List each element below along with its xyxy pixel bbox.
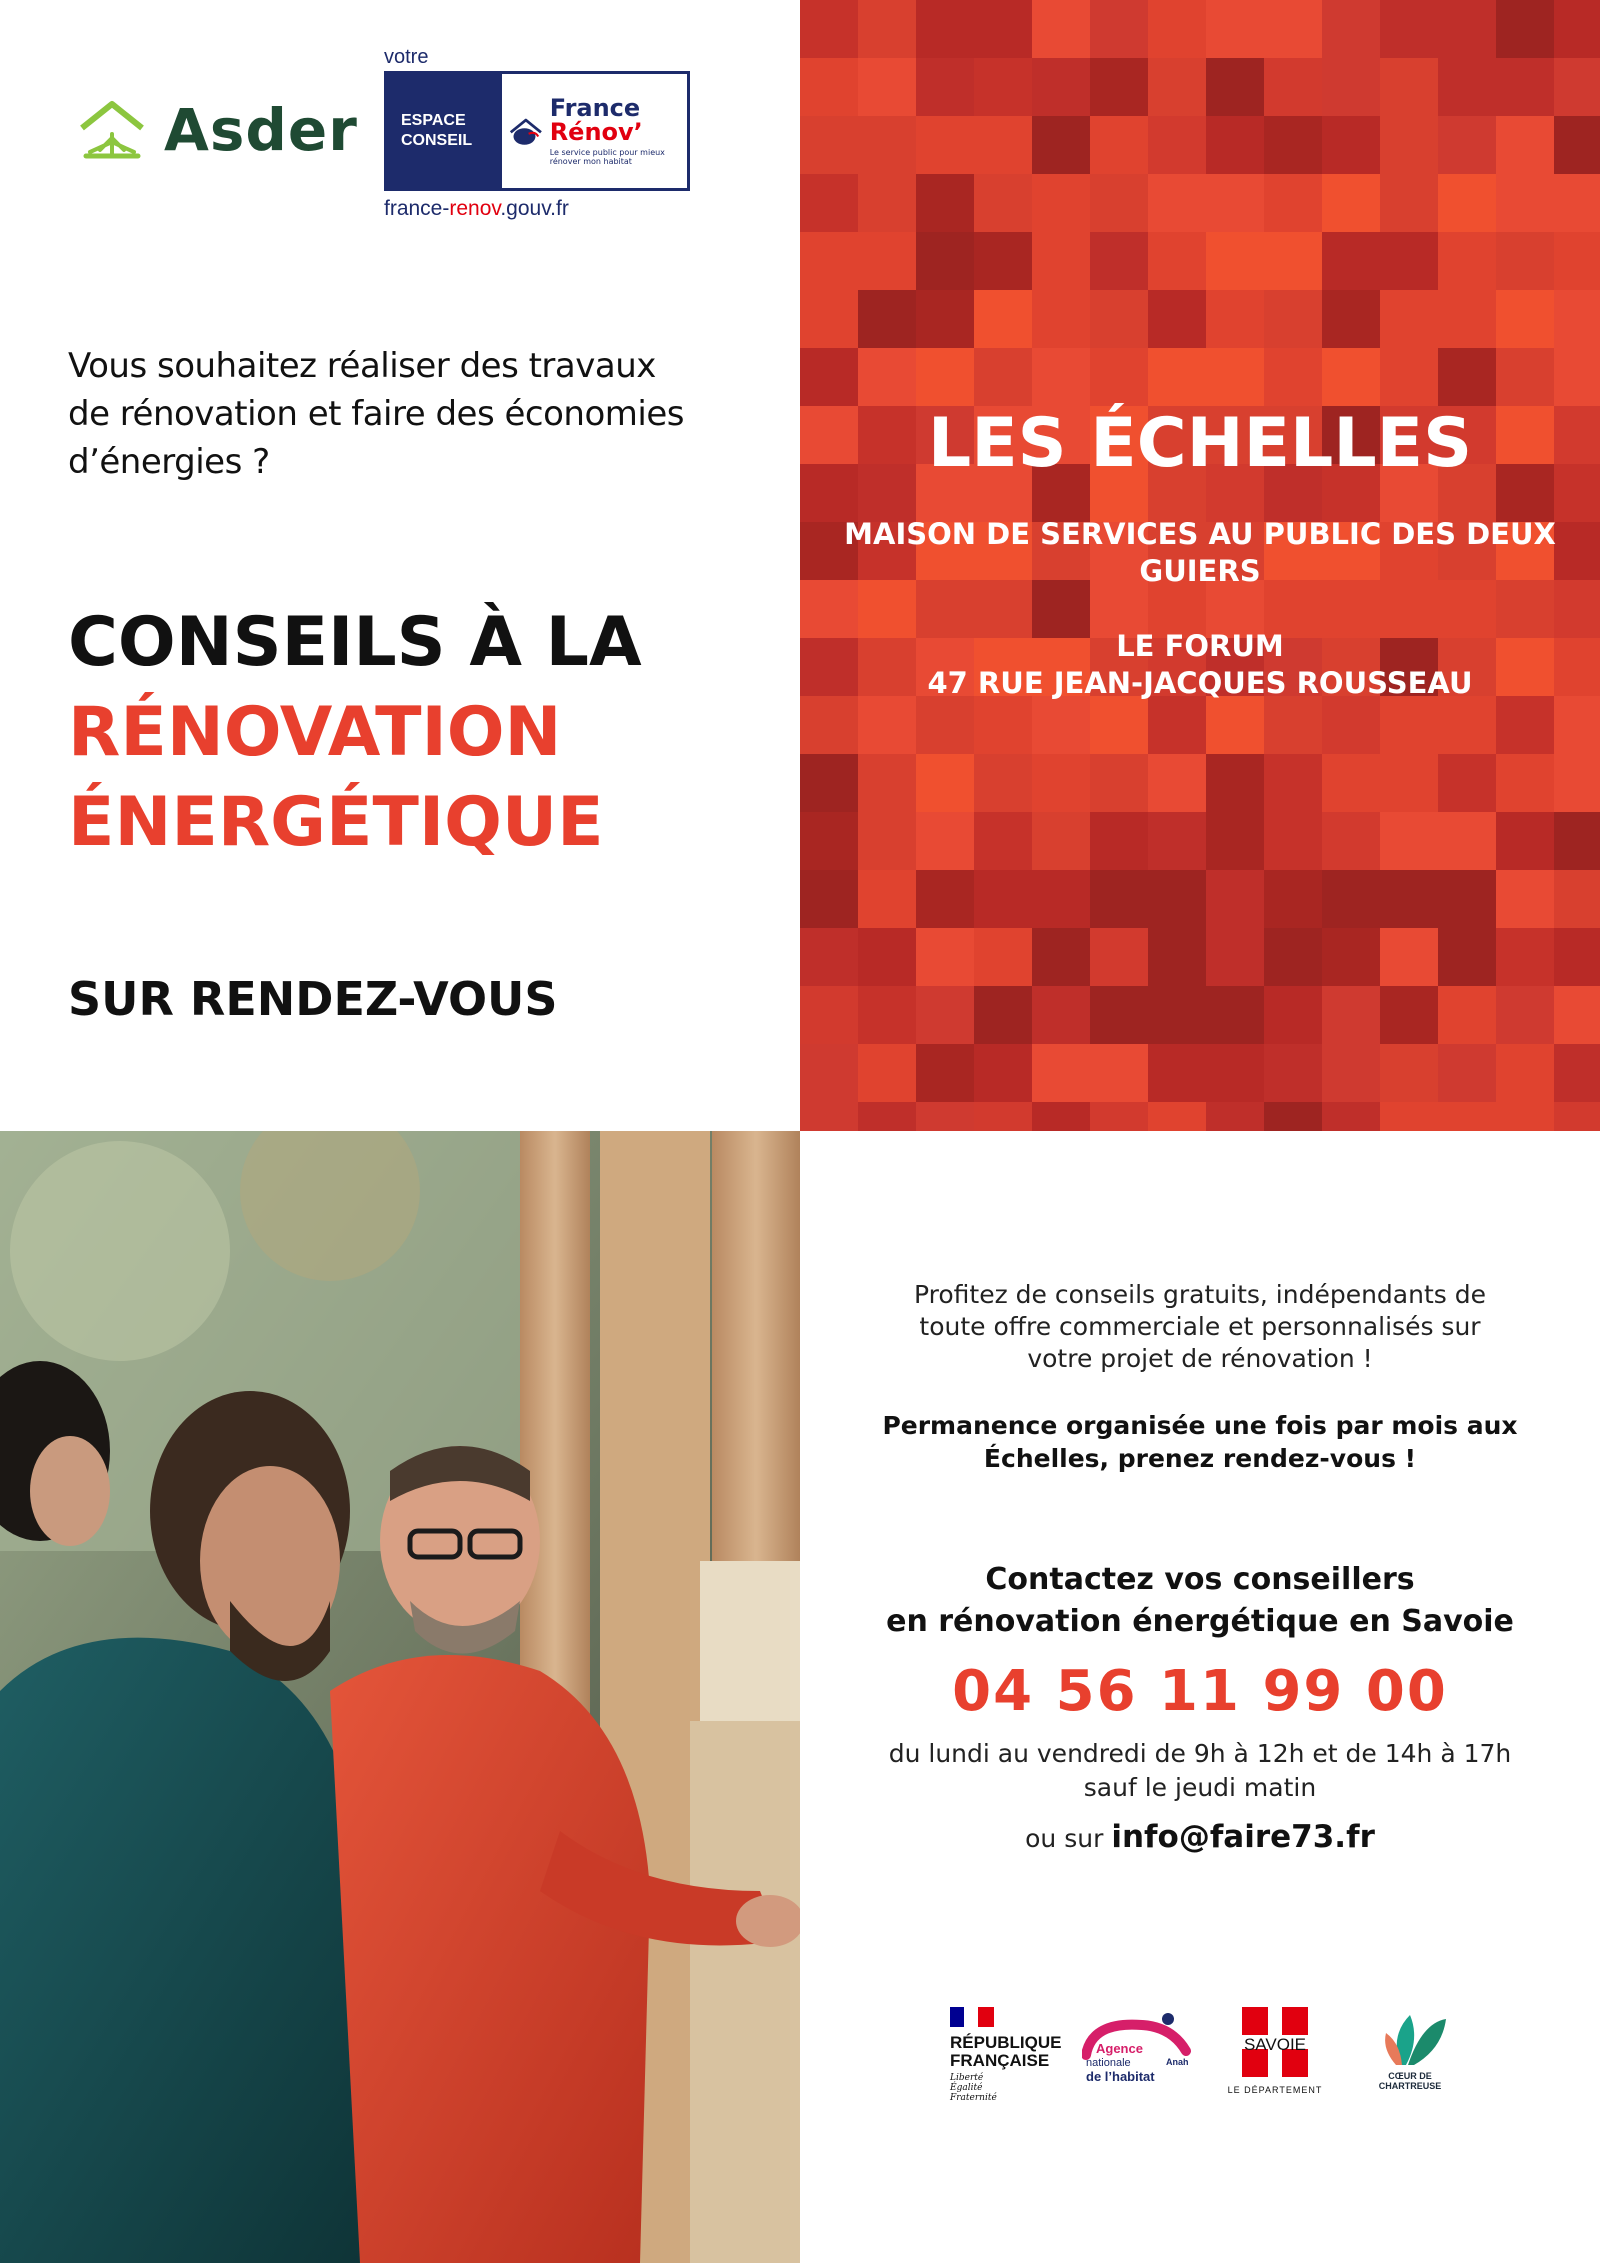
mosaic-tile xyxy=(1148,812,1206,870)
mosaic-tile xyxy=(974,928,1032,986)
mosaic-tile xyxy=(1090,812,1148,870)
mosaic-tile xyxy=(1264,870,1322,928)
mosaic-tile xyxy=(1496,986,1554,1044)
marianne-flag-icon xyxy=(950,2007,994,2027)
asder-wordmark: Asder xyxy=(164,96,358,164)
mosaic-tile xyxy=(1554,986,1600,1044)
mosaic-tile xyxy=(1322,928,1380,986)
mosaic-tile xyxy=(1380,232,1438,290)
mosaic-tile xyxy=(1554,580,1600,638)
mosaic-tile xyxy=(1206,116,1264,174)
appointment-label: SUR RENDEZ-VOUS xyxy=(68,972,558,1026)
mosaic-tile xyxy=(1148,1044,1206,1102)
url-part-3: .gouv.fr xyxy=(500,197,569,220)
mosaic-tile xyxy=(1322,348,1380,406)
mosaic-tile xyxy=(1090,174,1148,232)
mosaic-tile xyxy=(916,1102,974,1131)
savoie-label: SAVOIE xyxy=(1243,2035,1307,2054)
mosaic-tile xyxy=(1554,1102,1600,1131)
anah-abbr: Anah xyxy=(1166,2057,1189,2067)
mosaic-tile xyxy=(974,348,1032,406)
mosaic-tile xyxy=(800,870,858,928)
venue-name xyxy=(840,516,1560,590)
mosaic-tile xyxy=(1206,696,1264,754)
phone-number[interactable]: 04 56 11 99 00 xyxy=(952,1659,1448,1724)
mosaic-tile xyxy=(1438,928,1496,986)
france-renov-box xyxy=(384,71,690,191)
advice-description xyxy=(860,1279,1540,1375)
mosaic-tile xyxy=(1032,928,1090,986)
mosaic-tile xyxy=(1496,812,1554,870)
france-renov-tagline: Le service public pour mieux rénover mon habitat xyxy=(549,148,665,166)
mosaic-tile xyxy=(1206,290,1264,348)
mosaic-tile xyxy=(1438,696,1496,754)
mosaic-tile xyxy=(1264,1044,1322,1102)
savoie-logo xyxy=(1220,2007,1330,2107)
contact-heading xyxy=(840,1559,1560,1643)
mosaic-tile xyxy=(1264,696,1322,754)
mosaic-tile xyxy=(1148,928,1206,986)
headline-line-3: ÉNERGÉTIQUE xyxy=(68,783,604,862)
mosaic-tile xyxy=(800,986,858,1044)
mosaic-tile xyxy=(1264,116,1322,174)
coeur-de-chartreuse-logo xyxy=(1360,2009,1460,2099)
city-title: LES ÉCHELLES xyxy=(927,404,1473,483)
mosaic-tile xyxy=(1090,754,1148,812)
mosaic-tile xyxy=(1496,870,1554,928)
email-prefix: ou sur xyxy=(1025,1824,1104,1853)
mosaic-tile xyxy=(1380,870,1438,928)
mosaic-tile xyxy=(1148,1102,1206,1131)
mosaic-tile xyxy=(1554,696,1600,754)
mosaic-tile xyxy=(800,116,858,174)
venue-forum: LE FORUM xyxy=(1116,629,1284,663)
email-link[interactable]: info@faire73.fr xyxy=(1111,1819,1375,1855)
republique-line-1: RÉPUBLIQUE xyxy=(950,2033,1062,2052)
mosaic-tile xyxy=(1380,928,1438,986)
intro-question xyxy=(68,342,768,486)
mosaic-tile xyxy=(1438,870,1496,928)
mosaic-tile xyxy=(1380,986,1438,1044)
header-panel xyxy=(0,0,800,1131)
mosaic-tile xyxy=(1438,290,1496,348)
permanence-note xyxy=(860,1409,1540,1475)
mosaic-tile xyxy=(1090,870,1148,928)
mosaic-tile xyxy=(1090,0,1148,58)
mosaic-tile xyxy=(1032,116,1090,174)
permanence-line-1: Permanence organisée une fois par mois aux xyxy=(882,1411,1518,1440)
mosaic-tile xyxy=(1380,116,1438,174)
mosaic-tile xyxy=(1032,986,1090,1044)
mosaic-tile xyxy=(1090,986,1148,1044)
mosaic-tile xyxy=(800,696,858,754)
mosaic-tile xyxy=(1032,348,1090,406)
mosaic-tile xyxy=(858,1044,916,1102)
mosaic-tile xyxy=(1090,58,1148,116)
mosaic-tile xyxy=(1438,116,1496,174)
opening-hours xyxy=(840,1737,1560,1805)
asder-logo xyxy=(76,96,358,164)
mosaic-tile xyxy=(1148,986,1206,1044)
advice-line-1: Profitez de conseils gratuits, indépendants de xyxy=(914,1280,1486,1309)
mosaic-tile xyxy=(974,232,1032,290)
mosaic-tile xyxy=(1554,174,1600,232)
mosaic-tile xyxy=(916,870,974,928)
mosaic-tile xyxy=(1206,1044,1264,1102)
headline-line-2: RÉNOVATION xyxy=(68,693,562,772)
mosaic-tile xyxy=(800,928,858,986)
mosaic-tile xyxy=(800,812,858,870)
france-renov-url[interactable] xyxy=(384,197,694,221)
mosaic-tile xyxy=(1264,986,1322,1044)
mosaic-tile xyxy=(858,928,916,986)
mosaic-tile xyxy=(974,174,1032,232)
advice-line-2: toute offre commerciale et personnalisés sur xyxy=(919,1312,1481,1341)
mosaic-tile xyxy=(1438,812,1496,870)
mosaic-tile xyxy=(1206,232,1264,290)
mosaic-tile xyxy=(1496,0,1554,58)
mosaic-tile xyxy=(974,1102,1032,1131)
mosaic-tile xyxy=(1496,696,1554,754)
mosaic-tile xyxy=(1496,1102,1554,1131)
mosaic-tile xyxy=(1554,290,1600,348)
mosaic-tile xyxy=(1322,58,1380,116)
mosaic-tile xyxy=(1322,696,1380,754)
intro-line-3: d’énergies ? xyxy=(68,442,270,482)
mosaic-tile xyxy=(1206,928,1264,986)
motto-liberte: Liberté xyxy=(950,2073,984,2083)
mosaic-tile xyxy=(974,696,1032,754)
mosaic-tile xyxy=(1148,116,1206,174)
mosaic-tile xyxy=(1380,1102,1438,1131)
mosaic-tile xyxy=(858,1102,916,1131)
mosaic-tile xyxy=(1322,986,1380,1044)
mosaic-tile xyxy=(974,0,1032,58)
mosaic-tile xyxy=(1032,232,1090,290)
anah-agence: Agence xyxy=(1096,2041,1143,2056)
advice-line-3: votre projet de rénovation ! xyxy=(1027,1344,1373,1373)
mosaic-tile xyxy=(1264,348,1322,406)
mosaic-tile xyxy=(858,696,916,754)
mosaic-tile xyxy=(916,174,974,232)
mosaic-tile xyxy=(916,232,974,290)
mosaic-tile xyxy=(1090,696,1148,754)
mosaic-tile xyxy=(858,986,916,1044)
mosaic-tile xyxy=(916,754,974,812)
mosaic-tile xyxy=(1438,348,1496,406)
mosaic-tile xyxy=(1264,290,1322,348)
mosaic-tile xyxy=(1206,174,1264,232)
france-renov-house-icon xyxy=(508,109,544,153)
mosaic-tile xyxy=(1206,348,1264,406)
contact-line-1: Contactez vos conseillers xyxy=(985,1562,1415,1597)
mosaic-tile xyxy=(1090,232,1148,290)
mosaic-tile xyxy=(1264,232,1322,290)
mosaic-tile xyxy=(974,812,1032,870)
mosaic-tile xyxy=(1264,928,1322,986)
mosaic-tile xyxy=(1032,1044,1090,1102)
mosaic-tile xyxy=(1032,290,1090,348)
mosaic-tile xyxy=(1322,174,1380,232)
mosaic-tile xyxy=(1438,0,1496,58)
mosaic-tile xyxy=(1322,754,1380,812)
mosaic-tile xyxy=(916,116,974,174)
mosaic-tile xyxy=(1554,58,1600,116)
mosaic-tile xyxy=(1380,58,1438,116)
mosaic-tile xyxy=(800,1044,858,1102)
mosaic-tile xyxy=(1554,0,1600,58)
url-part-1: france- xyxy=(384,197,450,220)
mosaic-tile xyxy=(1322,0,1380,58)
street-address: 47 RUE JEAN-JACQUES ROUSSEAU xyxy=(927,666,1473,700)
mosaic-tile xyxy=(916,0,974,58)
email-contact xyxy=(840,1819,1560,1855)
partner-logos xyxy=(800,2007,1600,2107)
mosaic-tile xyxy=(974,986,1032,1044)
mosaic-tile xyxy=(1032,174,1090,232)
main-headline xyxy=(68,598,642,868)
hours-line-2: sauf le jeudi matin xyxy=(1083,1773,1317,1802)
location-panel xyxy=(800,0,1600,1131)
mosaic-tile xyxy=(1496,1044,1554,1102)
mosaic-tile xyxy=(858,116,916,174)
mosaic-tile xyxy=(1496,58,1554,116)
mosaic-tile xyxy=(858,290,916,348)
intro-line-1: Vous souhaitez réaliser des travaux xyxy=(68,346,656,386)
mosaic-tile xyxy=(1032,754,1090,812)
republique-line-2: FRANÇAISE xyxy=(950,2051,1050,2070)
mosaic-tile xyxy=(916,348,974,406)
advisors-photo xyxy=(0,1131,800,2263)
mosaic-tile xyxy=(858,174,916,232)
mosaic-tile xyxy=(1496,232,1554,290)
mosaic-tile xyxy=(1090,1102,1148,1131)
intro-line-2: de rénovation et faire des économies xyxy=(68,394,684,434)
mosaic-tile xyxy=(974,290,1032,348)
mosaic-tile xyxy=(1496,754,1554,812)
anah-habitat: de l’habitat xyxy=(1086,2069,1155,2084)
mosaic-tile xyxy=(1322,1102,1380,1131)
mosaic-tile xyxy=(1438,1044,1496,1102)
mosaic-tile xyxy=(1380,754,1438,812)
headline-line-1: CONSEILS À LA xyxy=(68,603,642,682)
venue-name-line-1: MAISON DE SERVICES AU PUBLIC DES DEUX xyxy=(844,517,1556,551)
mosaic-tile xyxy=(858,754,916,812)
mosaic-tile xyxy=(858,870,916,928)
chartreuse-label: CŒUR DE CHARTREUSE xyxy=(1378,2071,1442,2091)
mosaic-tile xyxy=(1264,58,1322,116)
mosaic-tile xyxy=(1090,348,1148,406)
mosaic-tile xyxy=(858,58,916,116)
mosaic-tile xyxy=(1148,0,1206,58)
mosaic-tile xyxy=(800,348,858,406)
mosaic-tile xyxy=(1032,812,1090,870)
mosaic-tile xyxy=(1380,348,1438,406)
republique-francaise-logo xyxy=(950,2007,1061,2103)
mosaic-tile xyxy=(1206,58,1264,116)
mosaic-tile xyxy=(1380,0,1438,58)
mosaic-tile xyxy=(1496,928,1554,986)
mosaic-tile xyxy=(1322,116,1380,174)
mosaic-tile xyxy=(1380,812,1438,870)
france-renov-name xyxy=(550,96,687,166)
renov-label: Rénov’ xyxy=(549,118,643,146)
mosaic-tile xyxy=(1380,1044,1438,1102)
mosaic-tile xyxy=(1322,812,1380,870)
mosaic-tile xyxy=(858,812,916,870)
mosaic-tile xyxy=(1148,174,1206,232)
mosaic-tile xyxy=(916,986,974,1044)
mosaic-tile xyxy=(1438,174,1496,232)
mosaic-tile xyxy=(1148,290,1206,348)
mosaic-tile xyxy=(1148,870,1206,928)
conseil-label: CONSEIL xyxy=(401,132,473,149)
mosaic-tile xyxy=(858,232,916,290)
mosaic-tile xyxy=(1206,870,1264,928)
mosaic-tile xyxy=(916,290,974,348)
hours-line-1: du lundi au vendredi de 9h à 12h et de 14h à 17h xyxy=(888,1739,1512,1768)
mosaic-tile xyxy=(1380,174,1438,232)
mosaic-tile xyxy=(1496,174,1554,232)
mosaic-tile xyxy=(1090,290,1148,348)
mosaic-tile xyxy=(1148,696,1206,754)
mosaic-tile xyxy=(800,232,858,290)
anah-logo xyxy=(1082,2011,1192,2101)
mosaic-tile xyxy=(1380,290,1438,348)
mosaic-tile xyxy=(800,1102,858,1131)
mosaic-tile xyxy=(1032,1102,1090,1131)
mosaic-tile xyxy=(916,696,974,754)
mosaic-tile xyxy=(916,58,974,116)
advisors-photo-illustration xyxy=(0,1131,800,2263)
permanence-line-2: Échelles, prenez rendez-vous ! xyxy=(983,1444,1417,1473)
mosaic-tile xyxy=(1438,58,1496,116)
mosaic-tile xyxy=(1554,870,1600,928)
mosaic-tile xyxy=(1206,0,1264,58)
mosaic-tile xyxy=(1090,116,1148,174)
mosaic-tile xyxy=(1148,232,1206,290)
mosaic-tile xyxy=(974,1044,1032,1102)
france-renov-votre: votre xyxy=(384,46,429,68)
venue-address xyxy=(840,628,1560,702)
mosaic-tile xyxy=(1032,0,1090,58)
mosaic-tile xyxy=(1090,1044,1148,1102)
mosaic-tile xyxy=(858,0,916,58)
mosaic-tile xyxy=(1322,290,1380,348)
contact-line-2: en rénovation énergétique en Savoie xyxy=(886,1604,1514,1639)
mosaic-tile xyxy=(1148,348,1206,406)
mosaic-tile xyxy=(916,928,974,986)
mosaic-tile xyxy=(1264,812,1322,870)
mosaic-tile xyxy=(1148,58,1206,116)
mosaic-tile xyxy=(1032,696,1090,754)
motto-egalite: Égalité xyxy=(950,2083,983,2093)
mosaic-tile xyxy=(1148,754,1206,812)
france-renov-brand xyxy=(502,74,687,188)
mosaic-tile xyxy=(1496,290,1554,348)
mosaic-tile xyxy=(974,58,1032,116)
mosaic-tile xyxy=(1496,116,1554,174)
chartreuse-leaves-icon xyxy=(1360,2009,1460,2069)
mosaic-tile xyxy=(800,754,858,812)
mosaic-tile xyxy=(800,58,858,116)
anah-nationale: nationale xyxy=(1086,2057,1131,2069)
mosaic-tile xyxy=(1322,232,1380,290)
venue-name-line-2: GUIERS xyxy=(1139,554,1261,588)
mosaic-tile xyxy=(1496,348,1554,406)
france-renov-logo xyxy=(384,46,694,221)
mosaic-tile xyxy=(1438,754,1496,812)
mosaic-tile xyxy=(1264,0,1322,58)
mosaic-tile xyxy=(1380,696,1438,754)
mosaic-tile xyxy=(1554,348,1600,406)
mosaic-tile xyxy=(1206,1102,1264,1131)
mosaic-tile xyxy=(1322,870,1380,928)
info-panel xyxy=(800,1131,1600,2263)
mosaic-tile xyxy=(1554,522,1600,580)
mosaic-tile xyxy=(1554,116,1600,174)
mosaic-tile xyxy=(1206,986,1264,1044)
asder-house-icon xyxy=(76,98,148,162)
espace-conseil-label xyxy=(387,74,502,188)
mosaic-tile xyxy=(800,290,858,348)
mosaic-tile xyxy=(1322,1044,1380,1102)
mosaic-tile xyxy=(1554,812,1600,870)
url-part-2: renov xyxy=(449,197,501,220)
motto-fraternite: Fraternité xyxy=(950,2093,997,2103)
mosaic-tile xyxy=(1264,174,1322,232)
mosaic-tile xyxy=(1090,928,1148,986)
mosaic-tile xyxy=(858,348,916,406)
mosaic-tile xyxy=(1438,986,1496,1044)
mosaic-tile xyxy=(800,0,858,58)
mosaic-tile xyxy=(974,116,1032,174)
mosaic-tile xyxy=(1554,638,1600,696)
mosaic-tile xyxy=(1554,232,1600,290)
mosaic-tile xyxy=(800,174,858,232)
mosaic-tile xyxy=(1264,754,1322,812)
mosaic-tile xyxy=(1032,58,1090,116)
mosaic-tile xyxy=(1438,1102,1496,1131)
mosaic-tile xyxy=(1206,754,1264,812)
espace-label: ESPACE xyxy=(401,112,466,129)
mosaic-tile xyxy=(1438,232,1496,290)
mosaic-tile xyxy=(1032,870,1090,928)
mosaic-tile xyxy=(1554,928,1600,986)
mosaic-tile xyxy=(974,754,1032,812)
mosaic-tile xyxy=(1554,1044,1600,1102)
mosaic-tile xyxy=(1264,1102,1322,1131)
mosaic-tile xyxy=(916,1044,974,1102)
mosaic-tile xyxy=(1554,754,1600,812)
mosaic-tile xyxy=(916,812,974,870)
mosaic-tile xyxy=(974,870,1032,928)
mosaic-tile xyxy=(1206,812,1264,870)
savoie-departement: LE DÉPARTEMENT xyxy=(1227,2085,1323,2095)
france-label: France xyxy=(549,94,641,122)
